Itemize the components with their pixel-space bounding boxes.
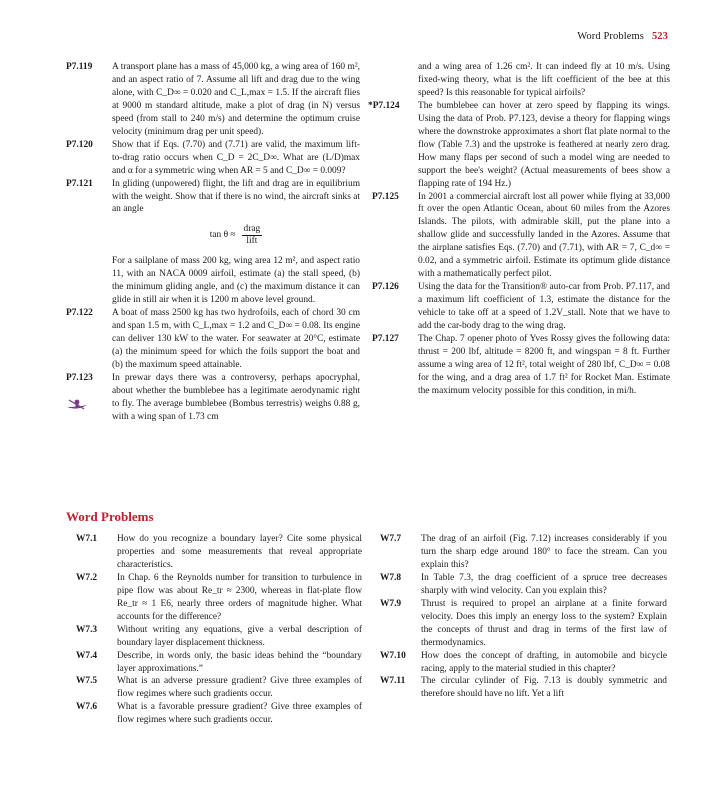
problem-p7-125 [372,191,670,282]
word-problem-w7-3 [76,624,362,650]
word-problem-text: Without writing any equations, give a verbal description of boundary layer displacement thickness. [117,624,362,648]
word-problem-number: W7.8 [380,572,402,583]
word-problem-w7-1 [76,533,362,572]
word-problem-text: In Table 7.3, the drag coefficient of a spruce tree decreases sharply with wind velocity. Can you explain this? [421,572,667,596]
problem-text: In prewar days there was a controversy, perhaps apocryphal, about whether the bumblebee has a legitimate aerodynamic right to fly. The average bumblebee (Bombus terrestris) weighs 0.88 g, with a wing span of 1.73 cm [112,373,360,422]
word-problem-text: In Chap. 6 the Reynolds number for transition to turbulence in pipe flow was about Re_tr ≈ 2300, whereas in flat-plate flow Re_tr ≈ 1 E6, nearly three orders of magnitude higher. What accounts for the difference? [117,572,362,622]
problem-text: The bumblebee can hover at zero speed by flapping its wings. Using the data of Prob. P7.123, devise a theory for flapping wings where the downstroke approximates a short flat plate normal to the flow (Table 7.3) and the upstroke is feathered at nearly zero drag. How many flaps per second of such a model wing are needed to support the bee's weight? (Actual measurements of bees show a flapping rate of 194 Hz.) [418,100,670,189]
word-problem-number: W7.6 [76,702,98,713]
word-problem-number: W7.9 [380,598,402,609]
formula-fraction [242,224,263,247]
word-problems-left-column [76,533,362,727]
word-problem-w7-10 [380,650,667,676]
word-problem-text: The circular cylinder of Fig. 7.13 is doubly symmetric and therefore should have no lift. Yet a lift [421,676,667,700]
word-problem-w7-5 [76,675,362,701]
problem-text-continued: For a sailplane of mass 200 kg, wing area 12 m², and aspect ratio 11, with an NACA 0009 airfoil, estimate (a) the stall speed, (b) the minimum gliding angle, and (c) the maximum distance it can glide in still air when it is 1200 m above level ground. [112,256,360,306]
word-problem-w7-2 [76,572,362,624]
word-problem-number: W7.11 [380,676,406,687]
word-problem-w7-9 [380,598,667,650]
running-header [577,31,668,42]
problem-text: Show that if Eqs. (7.70) and (7.71) are valid, the maximum lift-to-drag ratio occurs when C_D = 2C_D∞. What are (L/D)max and α for a symmetric wing when AR = 5 and C_D∞ = 0.009? [112,139,360,176]
problems-right-column [368,61,670,398]
computer-problem-icon [66,398,88,412]
word-problem-text: Describe, in words only, the basic ideas behind the “boundary layer approximations.” [117,650,362,674]
word-problem-w7-11 [380,675,667,701]
word-problem-w7-8 [380,572,667,598]
formula-denominator: lift [246,235,258,246]
page-number: 523 [651,31,668,42]
problem-p7-124 [368,100,670,191]
word-problem-number: W7.4 [76,650,98,661]
word-problem-number: W7.1 [76,534,98,544]
problem-text: Using the data for the Transition® auto-car from Prob. P7.117, and a maximum lift coefficient of 1.3, estimate the distance for the vehicle to take off at a speed of 1.2V_stall. Note that we have to add the car-body drag to the wing drag. [418,282,670,332]
glide-angle-formula [112,218,360,252]
problem-text: The Chap. 7 opener photo of Yves Rossy gives the following data: thrust = 200 lbf, altitude = 8200 ft, and wingspan = 8 ft. Further assume a wing area of 12 ft², total weight of 280 lbf, C_D∞ = 0.08 for the wing, and a drag area of 1.7 ft² for Rocket Man. Estimate the maximum velocity possible for this condition, in mi/h. [418,334,670,396]
problem-text: A transport plane has a mass of 45,000 kg, a wing area of 160 m², and an aspect ratio of 7. Assume all lift and drag due to the wing alone, with C_D∞ = 0.020 and C_L,max = 1.5. If the aircraft flies at 9000 m standard altitude, make a plot of drag (in N) versus speed (from stall to 240 m/s) and determine the optimum cruise velocity (minimum drag per unit speed). [112,62,360,137]
word-problem-w7-7 [380,533,667,572]
problem-number: P7.127 [372,334,399,345]
problem-p7-127 [372,333,670,398]
problem-number: P7.120 [66,139,93,150]
problem-text: A boat of mass 2500 kg has two hydrofoils, each of chord 30 cm and span 1.5 m, with C_L,max = 1.2 and C_D∞ = 0.08. Its engine can deliver 130 kW to the water. For seawater at 20°C, estimate (a) the minimum speed for which the foils support the boat and (b) the maximum speed attainable. [112,308,360,371]
problem-p7-126 [372,281,670,333]
word-problem-text: How does the concept of drafting, in automobile and bicycle racing, apply to the material studied in this chapter? [421,650,667,674]
problem-number: P7.122 [66,308,93,319]
problem-number: P7.125 [372,191,399,202]
formula-lhs: tan θ ≈ [209,229,236,240]
word-problem-text: What is a favorable pressure gradient? Give three examples of flow regimes where such gradients occur. [117,702,362,726]
word-problem-text: The drag of an airfoil (Fig. 7.12) increases considerably if you turn the sharp edge around 180° to face the stream. Can you explain this? [421,534,667,570]
problem-p7-119 [66,61,360,139]
formula-numerator: drag [243,223,261,234]
word-problems-right-column [380,533,667,701]
problem-p7-123-continued: and a wing area of 1.26 cm². It can indeed fly at 10 m/s. Using fixed-wing theory, what is the lift coefficient of the bee at this speed? Is this reasonable for typical airfoils? [418,62,670,98]
problem-text: In gliding (unpowered) flight, the lift and drag are in equilibrium with the weight. Show that if there is no wind, the aircraft sinks at an angle [112,178,360,215]
word-problem-number: W7.5 [76,676,98,687]
problem-text: In 2001 a commercial aircraft lost all power while flying at 33,000 ft over the open Atlantic Ocean, about 60 miles from the Azores Islands. The pilots, with admirable skill, put the plane into a shallow glide and successfully landed in the Azores. Assume that the airplane satisfies Eqs. (7.70) and (7.71), with AR = 7, C_d∞ = 0.02, and a symmetric airfoil. Estimate its optimum glide distance with a mathematically perfect pilot. [418,191,670,280]
word-problem-number: W7.2 [76,572,98,583]
word-problem-number: W7.3 [76,624,98,635]
problem-p7-123 [66,372,360,424]
word-problem-text: What is an adverse pressure gradient? Give three examples of flow regimes where such gradients occur. [117,676,362,700]
header-section-title: Word Problems [577,31,644,42]
word-problem-w7-4 [76,650,362,676]
word-problem-number: W7.7 [380,534,402,544]
problem-p7-121 [66,178,360,308]
word-problem-w7-6 [76,701,362,727]
problem-number: P7.126 [372,282,399,293]
problem-number: P7.123 [66,373,93,384]
word-problem-text: How do you recognize a boundary layer? Cite some physical properties and some measurements that reveal appropriate characteristics. [117,534,362,570]
word-problems-heading: Word Problems [66,509,154,524]
word-problem-number: W7.10 [380,650,406,661]
problem-number: *P7.124 [368,100,400,111]
problem-number: P7.121 [66,178,93,189]
problem-number: P7.119 [66,62,93,72]
problem-p7-122 [66,307,360,372]
problems-left-column [66,61,360,424]
problem-p7-120 [66,139,360,178]
word-problem-text: Thrust is required to propel an airplane at a finite forward velocity. Does this imply an energy loss to the system? Explain the concepts of thrust and drag in terms of the first law of thermodynamics. [421,598,667,648]
